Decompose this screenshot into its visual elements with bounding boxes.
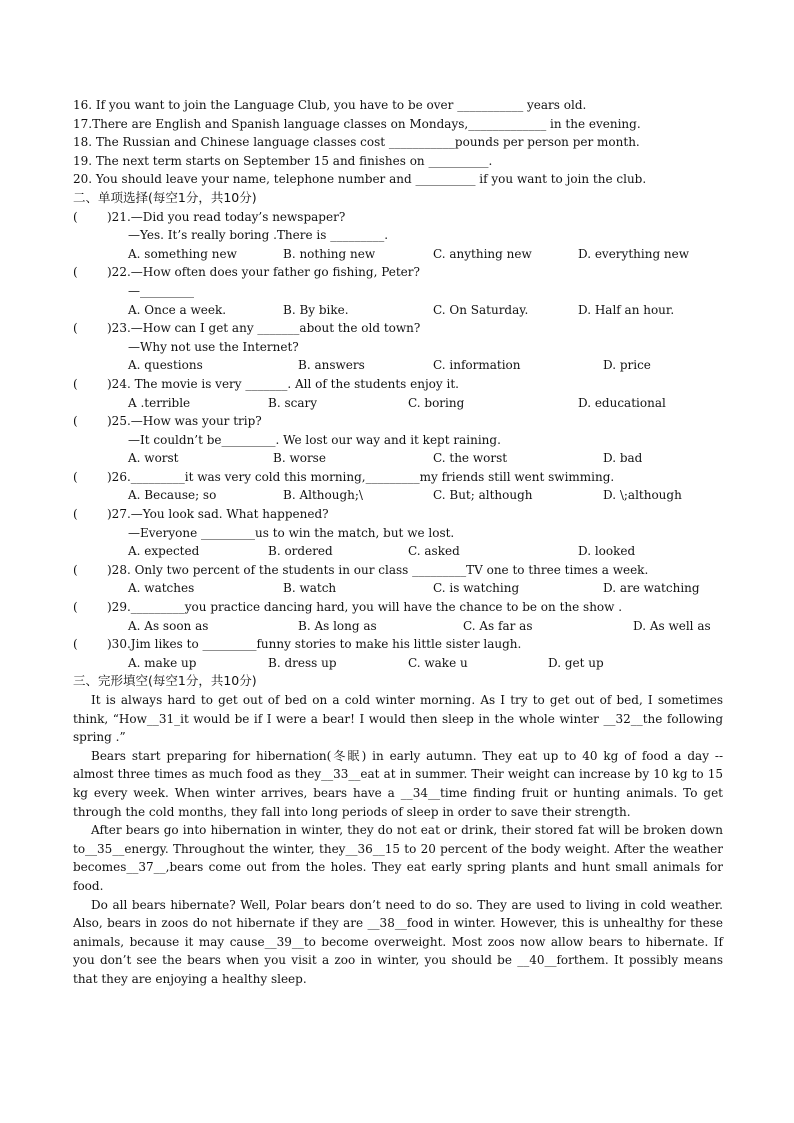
question-stem — [73, 319, 723, 338]
question-number: )29. — [107, 600, 131, 615]
option-c[interactable]: C. On Saturday. — [433, 302, 529, 317]
option-b[interactable]: B. dress up — [268, 655, 337, 670]
question-number: )28. — [107, 562, 131, 577]
answer-paren[interactable]: ( — [73, 265, 78, 280]
question-text: _________it was very cold this morning,_________my friends still went swimming. — [130, 469, 615, 484]
fill-item-20: 20. You should leave your name, telephone number and __________ if you want to join the club. — [73, 172, 647, 187]
question-response: —_________ — [128, 283, 194, 298]
option-a[interactable]: A. expected — [128, 544, 200, 559]
question-text: —Did you read today’s newspaper? — [130, 209, 346, 224]
option-a[interactable]: A. Once a week. — [128, 302, 227, 317]
question-number: )23. — [107, 321, 131, 336]
option-a[interactable]: A. questions — [128, 358, 203, 373]
answer-paren[interactable]: ( — [73, 414, 78, 429]
question-response: —Yes. It’s really boring .There is _________. — [128, 228, 389, 243]
fill-item-16: 16. If you want to join the Language Club, you have to be over ___________ years old. — [73, 98, 587, 112]
question-text: —How can I get any _______about the old town? — [130, 321, 421, 336]
fill-item-18: 18. The Russian and Chinese language classes cost ___________pounds per person per month. — [73, 135, 640, 150]
question-text: The movie is very _______. All of the students enjoy it. — [130, 376, 459, 391]
answer-paren[interactable]: ( — [73, 507, 78, 522]
question-stem — [73, 561, 723, 580]
question-text: —How was your trip? — [130, 414, 262, 429]
option-c[interactable]: C. boring — [408, 395, 465, 410]
answer-paren[interactable]: ( — [73, 562, 78, 577]
option-b[interactable]: B. worse — [273, 451, 326, 466]
option-c[interactable]: C. information — [433, 358, 521, 373]
option-c[interactable]: C. As far as — [463, 618, 533, 633]
option-b[interactable]: B. ordered — [268, 544, 333, 559]
answer-paren[interactable]: ( — [73, 637, 78, 652]
question-stem — [73, 468, 723, 487]
option-d[interactable]: D. get up — [548, 655, 604, 670]
question-stem — [73, 598, 723, 617]
option-b[interactable]: B. nothing new — [283, 246, 376, 261]
option-c[interactable]: C. wake u — [408, 655, 468, 670]
option-c[interactable]: C. anything new — [433, 246, 532, 261]
question-stem — [73, 412, 723, 431]
options-row — [73, 486, 723, 505]
question-number: )26. — [107, 469, 131, 484]
option-b[interactable]: B. answers — [298, 358, 365, 373]
question-stem — [73, 505, 723, 524]
option-a[interactable]: A. As soon as — [128, 618, 209, 633]
option-c[interactable]: C. But; although — [433, 488, 533, 503]
option-d[interactable]: D. price — [603, 358, 651, 373]
question-number: )30. — [107, 637, 131, 652]
worksheet-page — [73, 96, 723, 989]
answer-paren[interactable]: ( — [73, 209, 78, 224]
options-row — [73, 449, 723, 468]
question-stem — [73, 208, 723, 227]
question-number: )22. — [107, 265, 131, 280]
option-d[interactable]: D. bad — [603, 451, 643, 466]
cloze-paragraph: Do all bears hibernate? Well, Polar bears don’t need to do so. They are used to living in cold weather. Also, bears in zoos do not hibernate if they are __38__food in winter. However, this is unhealthy for these animals, because it may cause__39__to become overweight. Most zoos now allow bears to hibernate. If you don’t see the bears when you visit a zoo in winter, you should be __40__forthem. It possibly means that they are enjoying a healthy sleep. — [73, 897, 723, 986]
option-b[interactable]: B. scary — [268, 395, 317, 410]
question-response: —It couldn’t be_________. We lost our way and it kept raining. — [128, 432, 501, 447]
option-b[interactable]: B. watch — [283, 581, 337, 596]
option-a[interactable]: A. something new — [128, 246, 237, 261]
option-d[interactable]: D. \;although — [603, 488, 682, 503]
option-d[interactable]: D. educational — [578, 395, 666, 410]
fill-item-19: 19. The next term starts on September 15 and finishes on __________. — [73, 153, 493, 168]
cloze-paragraph: Bears start preparing for hibernation(冬眠) in early autumn. They eat up to 40 kg of food a day -- almost three times as much food as they__33__eat at in summer. Their weight can increase by 10 kg to 15 kg every week. When winter arrives, bears have a __34__time finding fruit or hunting animals. To get through the cold months, they fall into long periods of sleep in order to save their strength. — [73, 748, 723, 819]
question-response: —Why not use the Internet? — [128, 339, 299, 354]
question-number: )25. — [107, 414, 131, 429]
question-text: _________you practice dancing hard, you will have the chance to be on the show . — [130, 600, 623, 615]
question-text: Jim likes to _________funny stories to make his little sister laugh. — [130, 637, 522, 652]
option-c[interactable]: C. is watching — [433, 581, 520, 596]
option-c[interactable]: C. asked — [408, 544, 460, 559]
fill-item-17: 17.There are English and Spanish language classes on Mondays,_____________ in the evening. — [73, 116, 641, 131]
question-stem — [73, 263, 723, 282]
option-b[interactable]: B. As long as — [298, 618, 377, 633]
section2-title: 二、单项选择(每空1分，共10分) — [73, 189, 257, 205]
option-c[interactable]: C. the worst — [433, 451, 508, 466]
options-row — [73, 542, 723, 561]
question-text: —How often does your father go fishing, Peter? — [130, 265, 420, 280]
question-number: )27. — [107, 507, 131, 522]
option-b[interactable]: B. By bike. — [283, 302, 349, 317]
answer-paren[interactable]: ( — [73, 469, 78, 484]
option-d[interactable]: D. Half an hour. — [578, 302, 675, 317]
options-row — [73, 245, 723, 264]
question-number: )21. — [107, 209, 131, 224]
question-number: )24. — [107, 376, 131, 391]
option-b[interactable]: B. Although;\ — [283, 488, 363, 503]
option-d[interactable]: D. everything new — [578, 246, 690, 261]
answer-paren[interactable]: ( — [73, 600, 78, 615]
question-stem — [73, 635, 723, 654]
cloze-passage — [73, 691, 723, 989]
options-row — [73, 356, 723, 375]
option-a[interactable]: A. worst — [128, 451, 179, 466]
option-a[interactable]: A. make up — [128, 655, 197, 670]
cloze-paragraph: After bears go into hibernation in winter, they do not eat or drink, their stored fat will be broken down to__35__energy. Throughout the winter, they__36__15 to 20 percent of the body weight. After the weather becomes__37__,bears come out from the holes. They eat early spring plants and hunt small animals for food. — [73, 823, 723, 893]
cloze-paragraph: It is always hard to get out of bed on a cold winter morning. As I try to get out of bed, I sometimes think, “How__31_it would be if I were a bear! I would then sleep in the whole winter __32__the following spring .” — [73, 693, 723, 745]
section3-title: 三、完形填空(每空1分，共10分) — [73, 673, 257, 689]
question-text: —You look sad. What happened? — [130, 507, 329, 522]
option-d[interactable]: D. are watching — [603, 581, 700, 596]
options-row — [73, 617, 723, 636]
options-row — [73, 394, 723, 413]
answer-paren[interactable]: ( — [73, 376, 78, 391]
options-row — [73, 301, 723, 320]
options-row — [73, 654, 723, 673]
question-response: —Everyone _________us to win the match, but we lost. — [128, 525, 455, 540]
option-a[interactable]: A. Because; so — [128, 488, 217, 503]
question-text: Only two percent of the students in our class _________TV one to three times a week. — [130, 562, 649, 577]
option-d[interactable]: D. As well as — [633, 618, 711, 633]
option-a[interactable]: A .terrible — [128, 395, 191, 410]
options-row — [73, 579, 723, 598]
question-stem — [73, 375, 723, 394]
answer-paren[interactable]: ( — [73, 321, 78, 336]
multiple-choice-section — [73, 208, 723, 673]
fill-in-section — [73, 96, 723, 189]
option-a[interactable]: A. watches — [128, 581, 195, 596]
option-d[interactable]: D. looked — [578, 544, 636, 559]
